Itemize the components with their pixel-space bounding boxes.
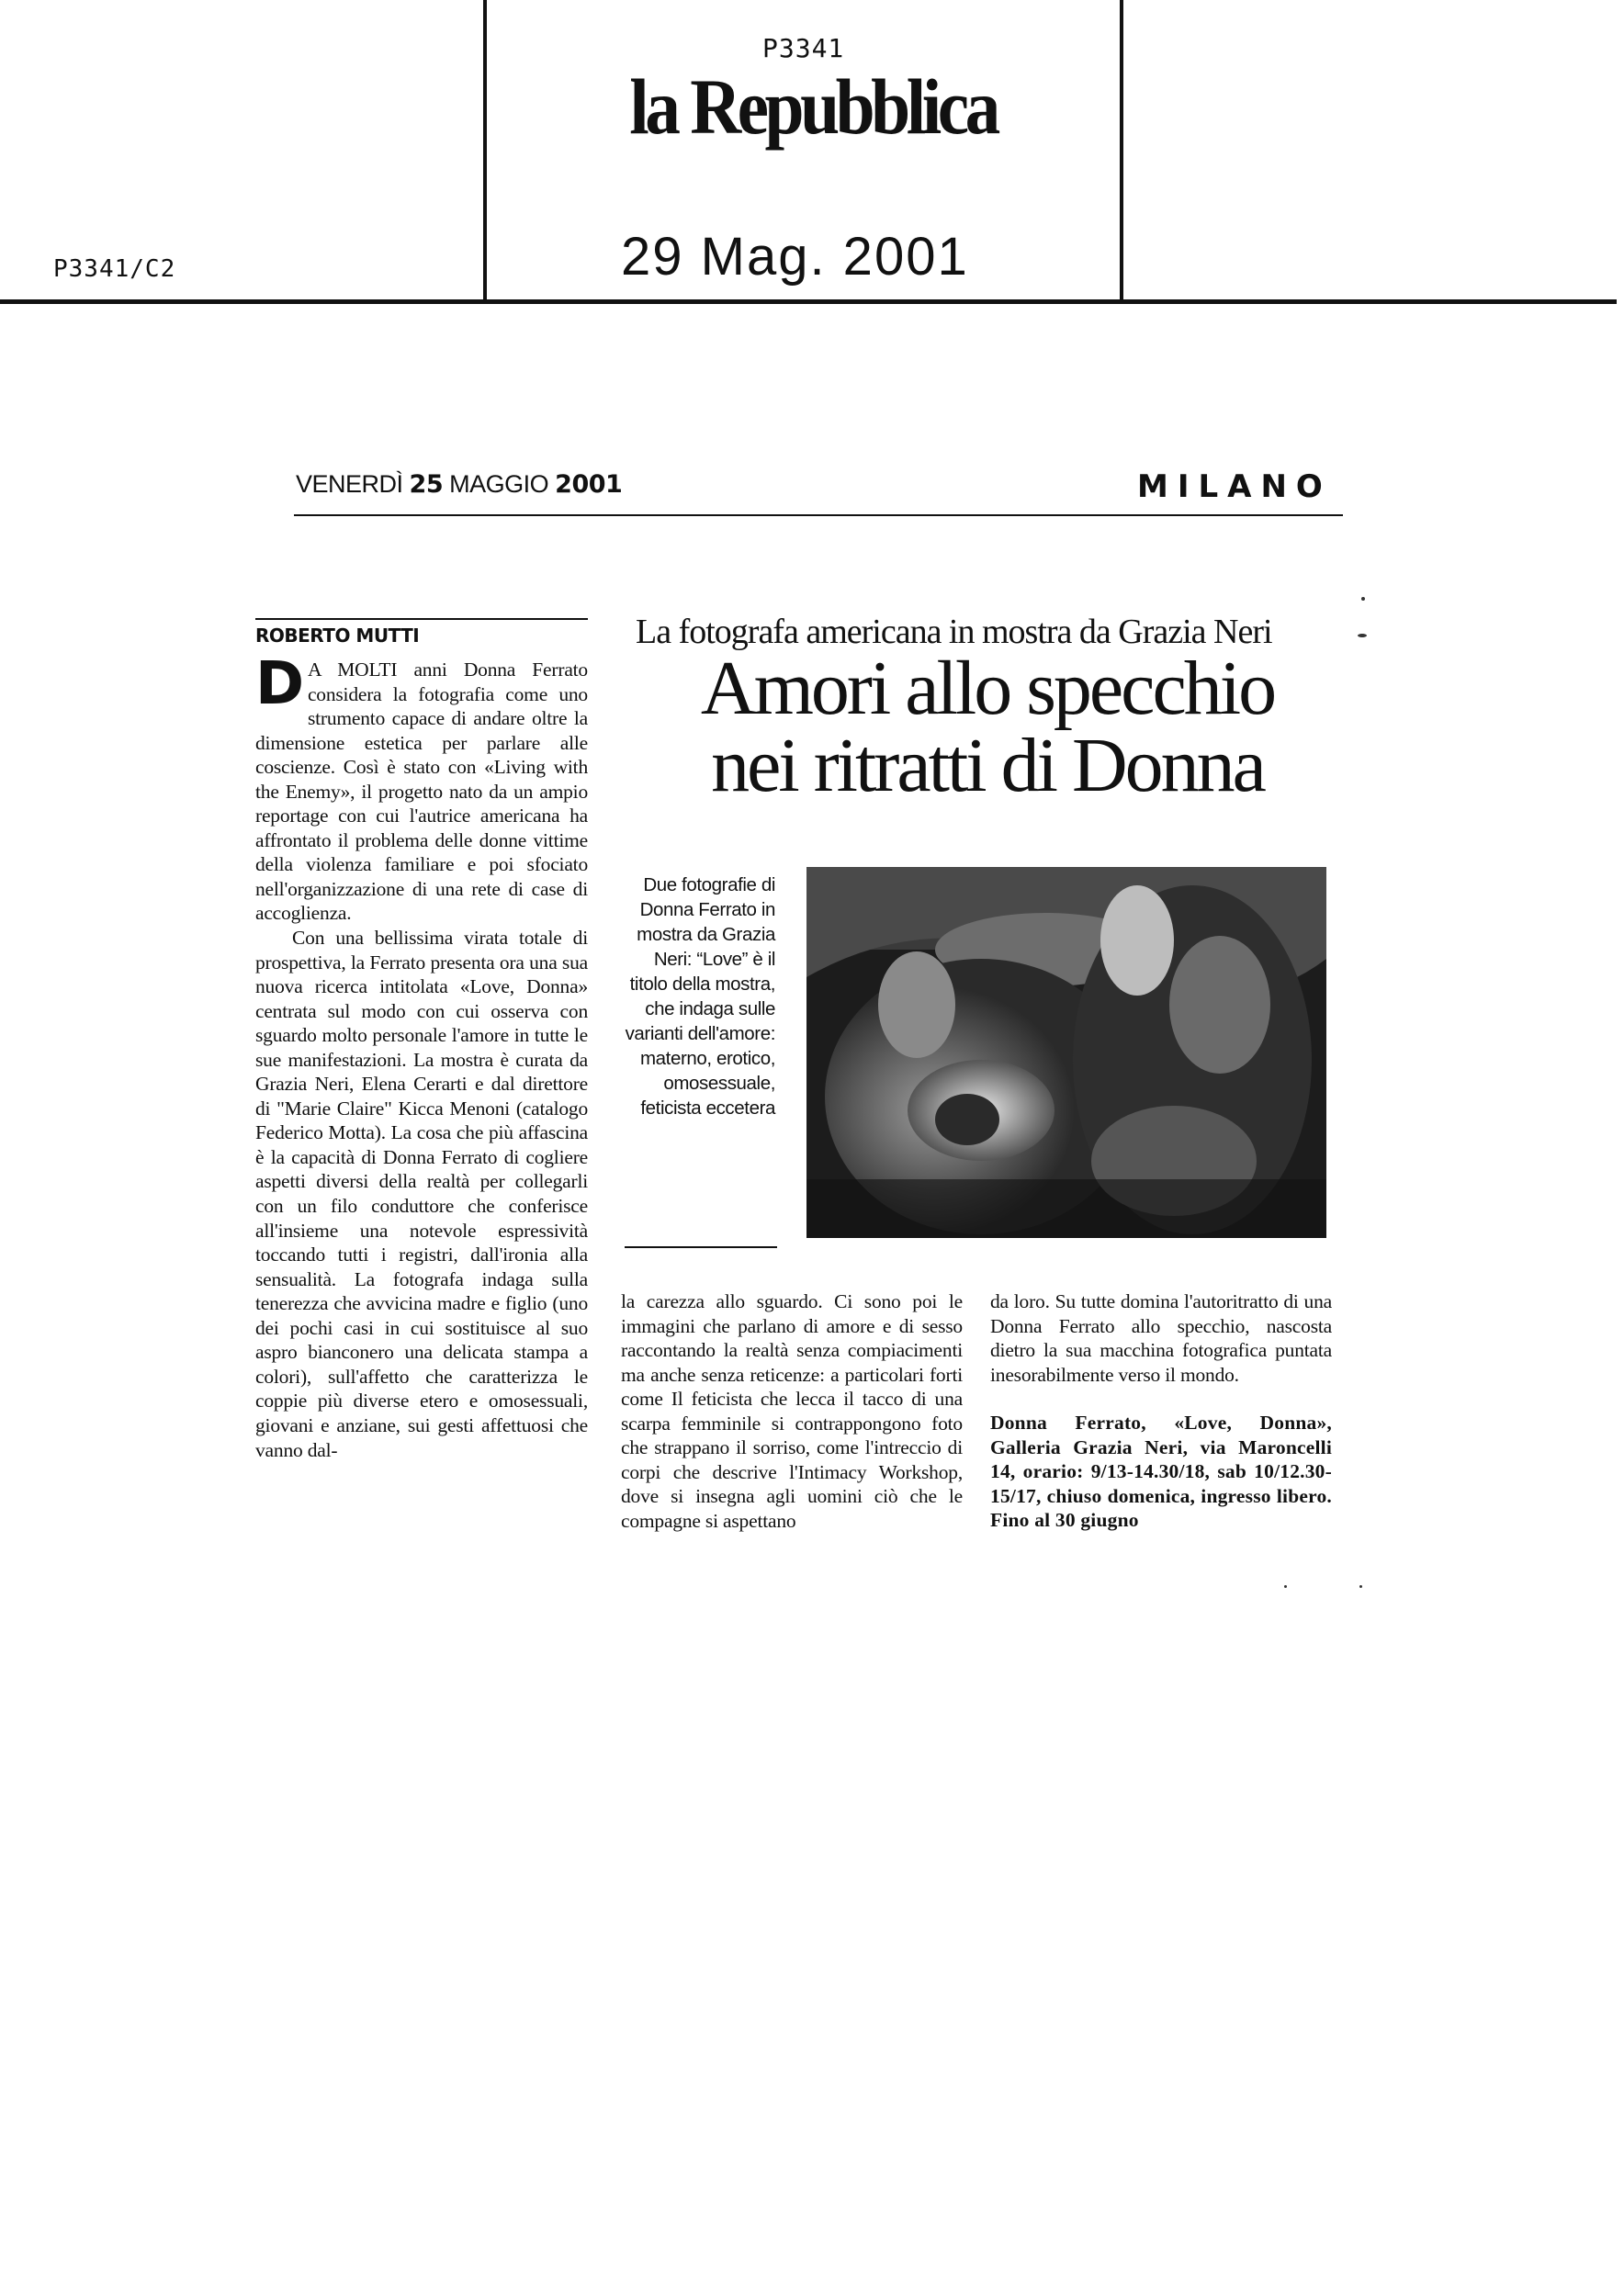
article-photo	[806, 867, 1326, 1238]
exhibition-info: Donna Ferrato, «Love, Donna», Galleria Grazia Neri, via Maroncelli 14, orario: 9/13-14.30/18, sab 10/12.30-15/17, chiuso domenica, ingresso libero. Fino al 30 giugno	[990, 1412, 1332, 1532]
page-day: 25	[409, 470, 444, 499]
kicker: La fotografa americana in mostra da Grazia Neri	[636, 613, 1272, 651]
frame-divider-right	[1120, 0, 1123, 303]
article-column-3	[990, 1289, 1332, 1533]
byline: ROBERTO MUTTI	[255, 625, 420, 647]
drop-cap: D	[255, 650, 304, 718]
paragraph-4: da loro. Su tutte domina l'autoritratto di una Donna Ferrato allo specchio, nascosta dietro la sua macchina fotografica puntata inesorabilmente verso il mondo.	[990, 1290, 1332, 1386]
paragraph-2: Con una bellissima virata totale di prospettiva, la Ferrato presenta ora una sua nuova ricerca intitolata «Love, Donna» centrata sul modo con cui osserva con sguardo molto personale l'amore in tutte le sue manifestazioni. La mostra è curata da Grazia Neri, Elena Cerarti e dal direttore di "Marie Claire" Kicca Menoni (catalogo Federico Motta). La cosa che più affascina è la capacità di Donna Ferrato di cogliere aspetti diversi della realtà per collegarli con un filo conduttore che conferisce all'insieme una notevole espressività toccando tutti i registri, dall'ironia alla sensualità. La fotografa indaga sulla tenerezza che avvicina madre e figlio (uno dei pochi casi in cui sostituisce al suo aspro bianconero una delicata stampa a colori), sull'affetto che caratterizza le coppie più diverse etero e omosessuali, giovani e anziane, sui gesti affettuosi che vanno dal-	[255, 927, 588, 1461]
archive-code: P3341	[762, 33, 845, 63]
byline-rule	[255, 618, 588, 620]
masthead-logo: la Repubblica	[629, 62, 997, 151]
frame-bottom-rule	[0, 299, 1617, 304]
section-label: MILANO	[1137, 468, 1332, 505]
page-month: MAGGIO	[449, 470, 549, 498]
headline-line-1: Amori allo specchio	[700, 646, 1275, 731]
article-column-2	[621, 1289, 963, 1533]
article-column-1	[255, 650, 588, 1462]
headline	[606, 646, 1369, 808]
page-header-rule	[294, 514, 1343, 516]
page-date	[296, 470, 622, 499]
caption-rule	[625, 1246, 777, 1248]
paragraph-3: la carezza allo sguardo. Ci sono poi le immagini che parlano di amore e di sesso raccontando la realtà senza compiacimenti ma anche senza reticenze: a particolari forti come Il feticista che lecca il tacco di una scarpa femminile si contrappongono foto che strappano il sorriso, come l'intreccio di corpi che descrive l'Intimacy Workshop, dove si insegna agli uomini ciò che le compagne si aspettano	[621, 1290, 963, 1532]
headline-line-2: nei ritratti di Donna	[711, 723, 1264, 808]
page-year: 2001	[555, 470, 623, 499]
scan-speck	[1361, 597, 1365, 601]
clipping-date: 29 Mag. 2001	[621, 227, 969, 287]
photo-illustration	[806, 867, 1326, 1238]
paragraph-1	[255, 650, 588, 926]
archive-code-left: P3341/C2	[53, 255, 176, 283]
page-weekday: VENERDÌ	[296, 470, 403, 498]
frame-divider-left	[483, 0, 487, 303]
photo-caption: Due fotografie di Donna Ferrato in mostra da Grazia Neri: “Love” è il titolo della mostra, che indaga sulle varianti dell'amore: materno, erotico, omosessuale, feticista eccetera	[625, 874, 775, 1120]
scan-speck	[1284, 1585, 1287, 1588]
scan-speck	[1359, 1585, 1362, 1588]
paragraph-1-text: A MOLTI anni Donna Ferrato considera la fotografia come uno strumento capace di andare oltre la dimensione estetica per parlare alle coscienze. Così è stato con «Living with the Enemy», il progetto nato da un ampio reportage con cui l'autrice americana ha affrontato il problema delle donne vittime della violenza familiare e poi sfociato nell'organizzazione di una rete di case di accoglienza.	[255, 658, 588, 925]
scan-speck	[1358, 634, 1367, 637]
